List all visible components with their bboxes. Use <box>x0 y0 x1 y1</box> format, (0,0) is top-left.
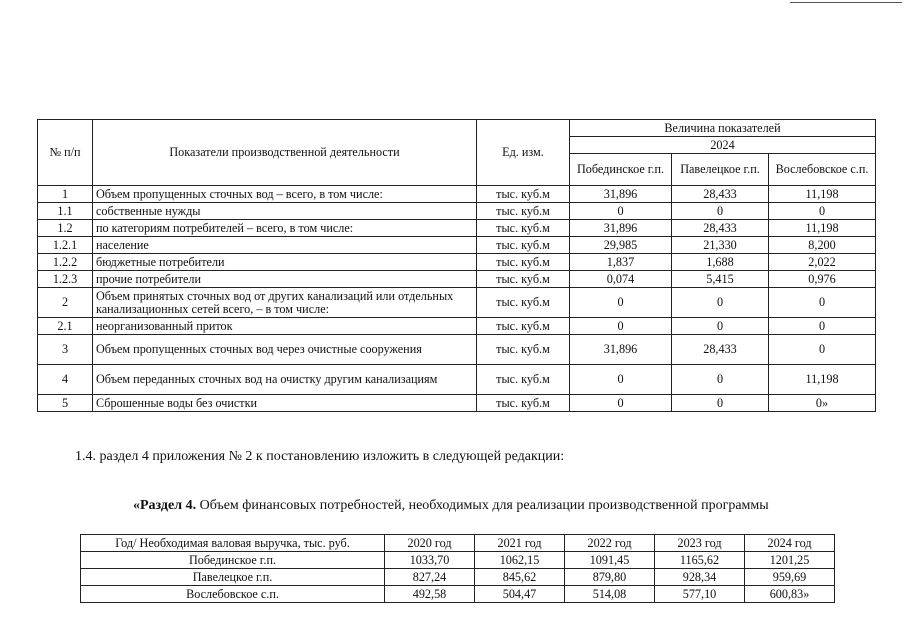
row-unit: тыс. куб.м <box>477 271 570 288</box>
row-value: 0 <box>672 395 769 412</box>
row-unit: тыс. куб.м <box>477 237 570 254</box>
finance-table <box>80 534 835 603</box>
row-value: 28,433 <box>672 335 769 365</box>
table-row <box>38 203 876 220</box>
finance-cell: 827,24 <box>385 569 475 586</box>
row-value: 0» <box>769 395 876 412</box>
table-row <box>81 569 835 586</box>
row-unit: тыс. куб.м <box>477 203 570 220</box>
row-value: 0 <box>570 288 672 318</box>
row-name: Объем пропущенных сточных вод – всего, в том числе: <box>93 186 477 203</box>
finance-header-cell: 2021 год <box>475 535 565 552</box>
finance-cell: 514,08 <box>565 586 655 603</box>
row-value: 21,330 <box>672 237 769 254</box>
row-value: 0 <box>570 203 672 220</box>
section-title-bold: «Раздел 4. <box>133 498 197 513</box>
finance-header-cell: 2024 год <box>745 535 835 552</box>
finance-cell: 492,58 <box>385 586 475 603</box>
row-value: 11,198 <box>769 220 876 237</box>
row-value: 28,433 <box>672 220 769 237</box>
production-indicators-table <box>37 119 876 412</box>
row-value: 1,688 <box>672 254 769 271</box>
table-row <box>81 552 835 569</box>
table-row <box>81 586 835 603</box>
finance-cell: 1091,45 <box>565 552 655 569</box>
row-value: 5,415 <box>672 271 769 288</box>
header-settlement: Павелецкое г.п. <box>672 154 769 186</box>
row-name: Объем переданных сточных вод на очистку другим канализациям <box>93 365 477 395</box>
row-unit: тыс. куб.м <box>477 186 570 203</box>
table-row <box>38 271 876 288</box>
header-rule <box>790 2 902 3</box>
table-row <box>38 237 876 254</box>
table-row <box>38 318 876 335</box>
row-value: 29,985 <box>570 237 672 254</box>
row-num: 2.1 <box>38 318 93 335</box>
row-unit: тыс. куб.м <box>477 395 570 412</box>
finance-cell: Побединское г.п. <box>81 552 385 569</box>
row-value: 28,433 <box>672 186 769 203</box>
row-num: 1.1 <box>38 203 93 220</box>
finance-cell: 845,62 <box>475 569 565 586</box>
row-value: 31,896 <box>570 335 672 365</box>
table-row <box>38 365 876 395</box>
row-value: 0 <box>672 318 769 335</box>
finance-cell: 959,69 <box>745 569 835 586</box>
finance-cell: 879,80 <box>565 569 655 586</box>
finance-header-cell: 2022 год <box>565 535 655 552</box>
header-settlement: Побединское г.п. <box>570 154 672 186</box>
row-value: 0 <box>769 203 876 220</box>
finance-cell: 1033,70 <box>385 552 475 569</box>
row-value: 0 <box>769 318 876 335</box>
row-value: 31,896 <box>570 220 672 237</box>
row-value: 0 <box>769 335 876 365</box>
row-value: 0 <box>672 365 769 395</box>
row-unit: тыс. куб.м <box>477 335 570 365</box>
row-value: 11,198 <box>769 186 876 203</box>
table-row <box>38 335 876 365</box>
header-year: 2024 <box>570 137 876 154</box>
row-unit: тыс. куб.м <box>477 318 570 335</box>
row-unit: тыс. куб.м <box>477 365 570 395</box>
row-value: 8,200 <box>769 237 876 254</box>
table-row <box>81 535 835 552</box>
row-num: 1.2 <box>38 220 93 237</box>
row-name: прочие потребители <box>93 271 477 288</box>
row-num: 1.2.3 <box>38 271 93 288</box>
finance-cell: 1165,62 <box>655 552 745 569</box>
row-name: Объем принятых сточных вод от других канализаций или отдельных канализационных сетей всего, – в том числе: <box>93 288 477 318</box>
finance-header-cell: Год/ Необходимая валовая выручка, тыс. руб. <box>81 535 385 552</box>
row-num: 4 <box>38 365 93 395</box>
finance-header-cell: 2023 год <box>655 535 745 552</box>
row-name: собственные нужды <box>93 203 477 220</box>
row-unit: тыс. куб.м <box>477 220 570 237</box>
finance-header-cell: 2020 год <box>385 535 475 552</box>
row-value: 0 <box>672 203 769 220</box>
row-value: 11,198 <box>769 365 876 395</box>
row-name: Объем пропущенных сточных вод через очистные сооружения <box>93 335 477 365</box>
finance-cell: 1201,25 <box>745 552 835 569</box>
header-values: Величина показателей <box>570 120 876 137</box>
finance-cell: 577,10 <box>655 586 745 603</box>
header-indicator: Показатели производственной деятельности <box>93 120 477 186</box>
row-value: 2,022 <box>769 254 876 271</box>
header-num: № п/п <box>38 120 93 186</box>
row-num: 1 <box>38 186 93 203</box>
row-num: 5 <box>38 395 93 412</box>
row-unit: тыс. куб.м <box>477 288 570 318</box>
finance-cell: 928,34 <box>655 569 745 586</box>
finance-cell: 1062,15 <box>475 552 565 569</box>
table-row <box>38 395 876 412</box>
row-value: 0 <box>570 318 672 335</box>
row-value: 0 <box>672 288 769 318</box>
section-title-text: Объем финансовых потребностей, необходимых для реализации производственной программы <box>196 498 769 513</box>
finance-cell: Вослебовское с.п. <box>81 586 385 603</box>
row-value: 0,074 <box>570 271 672 288</box>
row-value: 0,976 <box>769 271 876 288</box>
row-value: 31,896 <box>570 186 672 203</box>
row-num: 1.2.2 <box>38 254 93 271</box>
header-unit: Ед. изм. <box>477 120 570 186</box>
row-num: 3 <box>38 335 93 365</box>
row-name: Сброшенные воды без очистки <box>93 395 477 412</box>
row-value: 0 <box>570 395 672 412</box>
row-value: 0 <box>570 365 672 395</box>
row-name: по категориям потребителей – всего, в том числе: <box>93 220 477 237</box>
row-num: 2 <box>38 288 93 318</box>
table-row <box>38 288 876 318</box>
row-value: 0 <box>769 288 876 318</box>
row-name: бюджетные потребители <box>93 254 477 271</box>
header-settlement: Вослебовское с.п. <box>769 154 876 186</box>
row-name: неорганизованный приток <box>93 318 477 335</box>
finance-cell: Павелецкое г.п. <box>81 569 385 586</box>
row-unit: тыс. куб.м <box>477 254 570 271</box>
row-name: население <box>93 237 477 254</box>
table-row <box>38 254 876 271</box>
table-row <box>38 186 876 203</box>
row-value: 1,837 <box>570 254 672 271</box>
table-row <box>38 220 876 237</box>
amendment-paragraph: 1.4. раздел 4 приложения № 2 к постановлению изложить в следующей редакции: <box>75 449 565 464</box>
section-title <box>133 498 769 514</box>
finance-cell: 600,83» <box>745 586 835 603</box>
row-num: 1.2.1 <box>38 237 93 254</box>
finance-cell: 504,47 <box>475 586 565 603</box>
